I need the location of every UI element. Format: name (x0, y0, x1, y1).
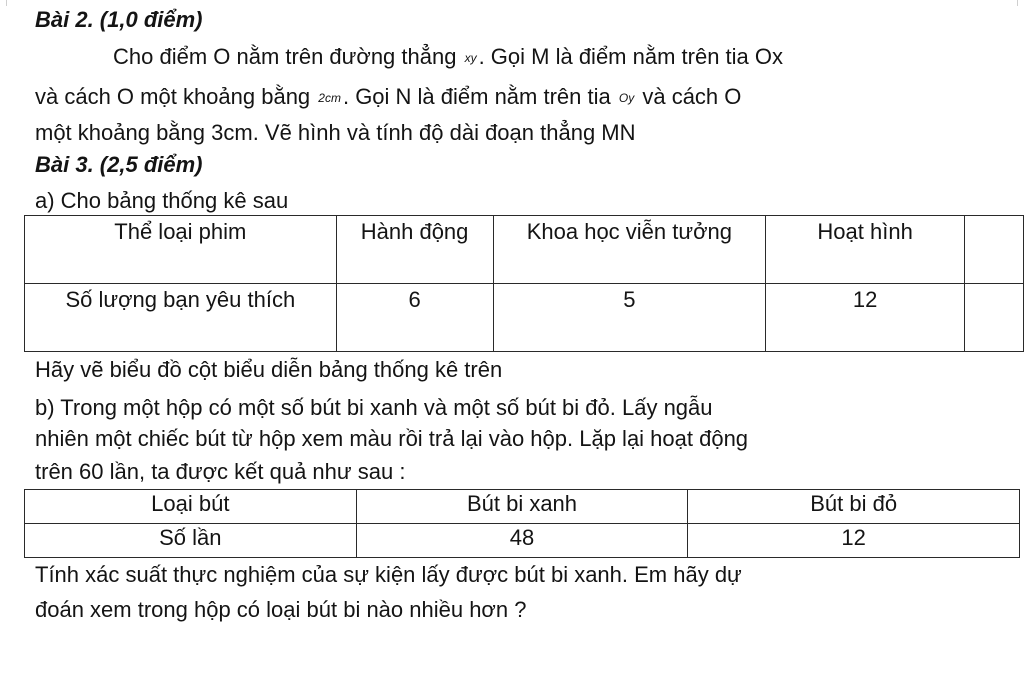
table-cell: 48 (356, 524, 688, 558)
bai2-line-2-text-b: . Gọi N là điểm nằm trên tia (342, 84, 611, 109)
bai2-line-1-text-a: Cho điểm O nằm trên đường thẳng (113, 44, 457, 69)
bai2-line-1-text-b: . Gọi M là điểm nằm trên tia Ox (478, 44, 784, 69)
bai3-part-b-line-2: nhiên một chiếc bút từ hộp xem màu rồi trả lại vào hộp. Lặp lại hoạt động (35, 426, 749, 451)
bai2-line-2 (35, 83, 741, 112)
table-cell: 6 (336, 284, 493, 352)
table-cell: Số lượng bạn yêu thích (25, 284, 337, 352)
bai3-part-b-line-1: b) Trong một hộp có một số bút bi xanh và một số bút bi đỏ. Lấy ngẫu (35, 395, 713, 420)
table-cell: Số lần (25, 524, 357, 558)
bai3-part-b-line-3: trên 60 lần, ta được kết quả như sau : (35, 459, 406, 484)
table-cell: 12 (688, 524, 1020, 558)
table-cell: Khoa học viễn tưởng (493, 216, 766, 284)
bai2-line-2-text-c: và cách O (642, 84, 742, 109)
table-row (25, 284, 1024, 352)
table-cell: Bút bi đỏ (688, 490, 1020, 524)
bai3-heading: Bài 3. (2,5 điểm) (35, 152, 203, 177)
bai3-part-a-task: Hãy vẽ biểu đồ cột biểu diễn bảng thống kê trên (35, 357, 503, 382)
bai2-heading: Bài 2. (1,0 điểm) (35, 7, 203, 32)
bai2-math-oy: Oy (618, 91, 635, 105)
table-cell: 12 (766, 284, 965, 352)
table-cell: Thể loại phim (25, 216, 337, 284)
bai2-line-3: một khoảng bằng 3cm. Vẽ hình và tính độ dài đoạn thẳng MN (35, 120, 636, 145)
table-row (25, 490, 1020, 524)
bai2-math-xy: xy (464, 51, 477, 65)
bai3-part-b-task-line-2: đoán xem trong hộp có loại bút bi nào nhiều hơn ? (35, 597, 527, 622)
table-row (25, 524, 1020, 558)
bai2-line-1 (113, 43, 783, 72)
table-row (25, 216, 1024, 284)
table-cell: Hoạt hình (766, 216, 965, 284)
bai2-line-2-text-a: và cách O một khoảng bằng (35, 84, 311, 109)
bai2-math-2cm: 2cm (318, 91, 341, 105)
movie-genre-table (24, 215, 1024, 352)
table-cell: Hành động (336, 216, 493, 284)
table-cell: Loại bút (25, 490, 357, 524)
bai3-part-b-task-line-1: Tính xác suất thực nghiệm của sự kiện lấy được bút bi xanh. Em hãy dự (35, 562, 742, 587)
table-cell: Bút bi xanh (356, 490, 688, 524)
table-cell: 5 (493, 284, 766, 352)
table-cell (965, 284, 1024, 352)
bai3-part-a-intro: a) Cho bảng thống kê sau (35, 188, 289, 213)
table-cell (965, 216, 1024, 284)
pen-result-table (24, 489, 1020, 558)
